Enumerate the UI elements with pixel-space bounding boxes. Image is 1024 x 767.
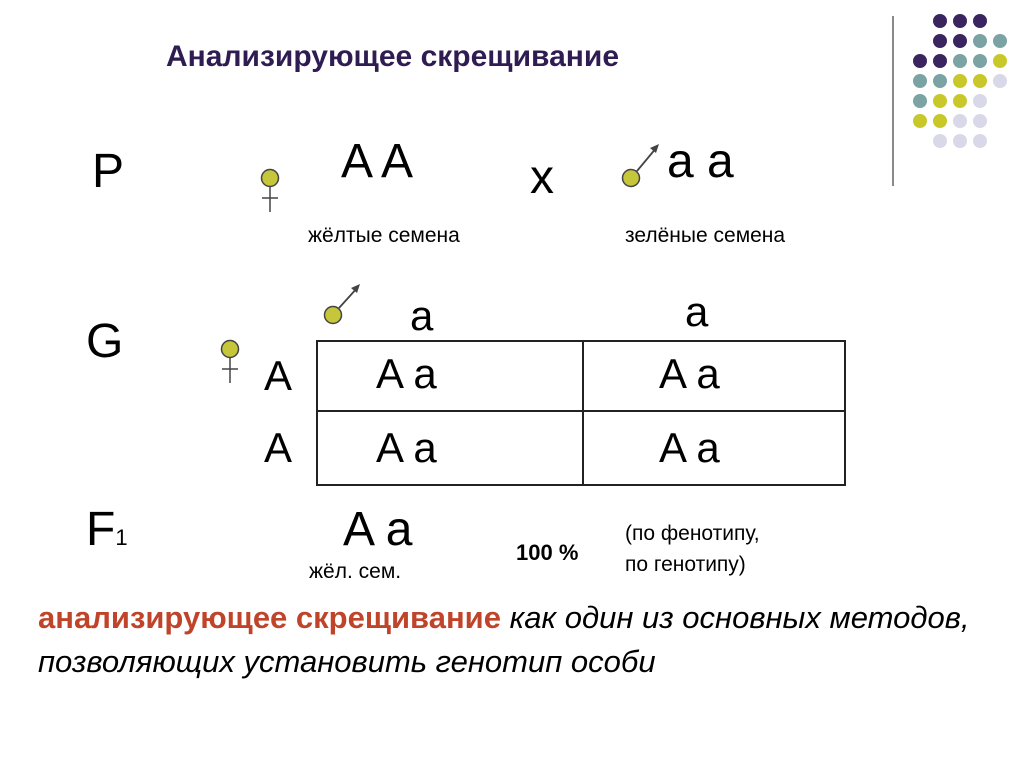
decorative-dot [933,14,947,28]
decorative-dot [933,114,947,128]
decorative-dot [993,74,1007,88]
decorative-dot [933,94,947,108]
decorative-dot [953,54,967,68]
decorative-dot [953,114,967,128]
grid-vertical-divider [582,342,584,484]
grid-horizontal-divider [318,410,844,412]
female-gamete-2: A [264,424,293,471]
male-gamete-1: a [410,292,434,339]
page-title: Анализирующее скрещивание [166,40,620,73]
offspring-label [86,502,128,557]
decorative-divider [892,16,894,186]
female-gamete-1: A [264,352,293,399]
conclusion-rest: как один из основных методов, позволяющих установить генотип особи [38,600,970,679]
offspring-phenotype: жёл. сем. [309,560,402,583]
male-gamete-2: a [685,288,709,335]
decorative-dot [953,14,967,28]
gametes-label: G [86,315,124,368]
punnett-cell: A a [376,424,437,471]
decorative-dot [933,54,947,68]
offspring-genotype: A a [343,503,413,556]
decorative-dot [973,14,987,28]
decorative-dot [933,134,947,148]
punnett-cell: A a [659,350,720,397]
conclusion-text [38,596,988,684]
male-parent-phenotype: зелёные семена [625,224,786,247]
male-symbol-icon [620,142,662,188]
offspring-label-letter: F [86,503,116,556]
offspring-label-subscript: 1 [115,525,128,550]
decorative-dot [913,94,927,108]
decorative-dot [913,114,927,128]
male-parent-genotype: a a [667,135,734,188]
decorative-dot [993,54,1007,68]
offspring-note-line2: по генотипу) [625,553,746,576]
decorative-dot [973,54,987,68]
decorative-dot [933,34,947,48]
offspring-percent: 100 % [516,540,579,565]
decorative-dot [933,74,947,88]
decorative-dot [973,114,987,128]
decorative-dot [973,134,987,148]
decorative-dot [973,34,987,48]
punnett-cell: A a [659,424,720,471]
decorative-dot [973,74,987,88]
decorative-dot [973,94,987,108]
decorative-dot [953,34,967,48]
punnett-cell: A a [376,350,437,397]
decorative-dot [913,74,927,88]
female-parent-genotype: A A [341,135,414,188]
decorative-dot [993,34,1007,48]
conclusion-highlight: анализирующее скрещивание [38,600,501,635]
female-symbol-icon [259,168,283,214]
female-parent-phenotype: жёлтые семена [308,224,460,247]
decorative-dots [912,13,1012,163]
offspring-note-line1: (по фенотипу, [625,522,760,545]
parents-label: P [92,145,125,198]
decorative-dot [953,134,967,148]
decorative-dot [953,74,967,88]
cross-sign: х [530,151,554,204]
decorative-dot [953,94,967,108]
female-symbol-icon [219,339,243,385]
decorative-dot [913,54,927,68]
male-symbol-icon [322,284,364,330]
